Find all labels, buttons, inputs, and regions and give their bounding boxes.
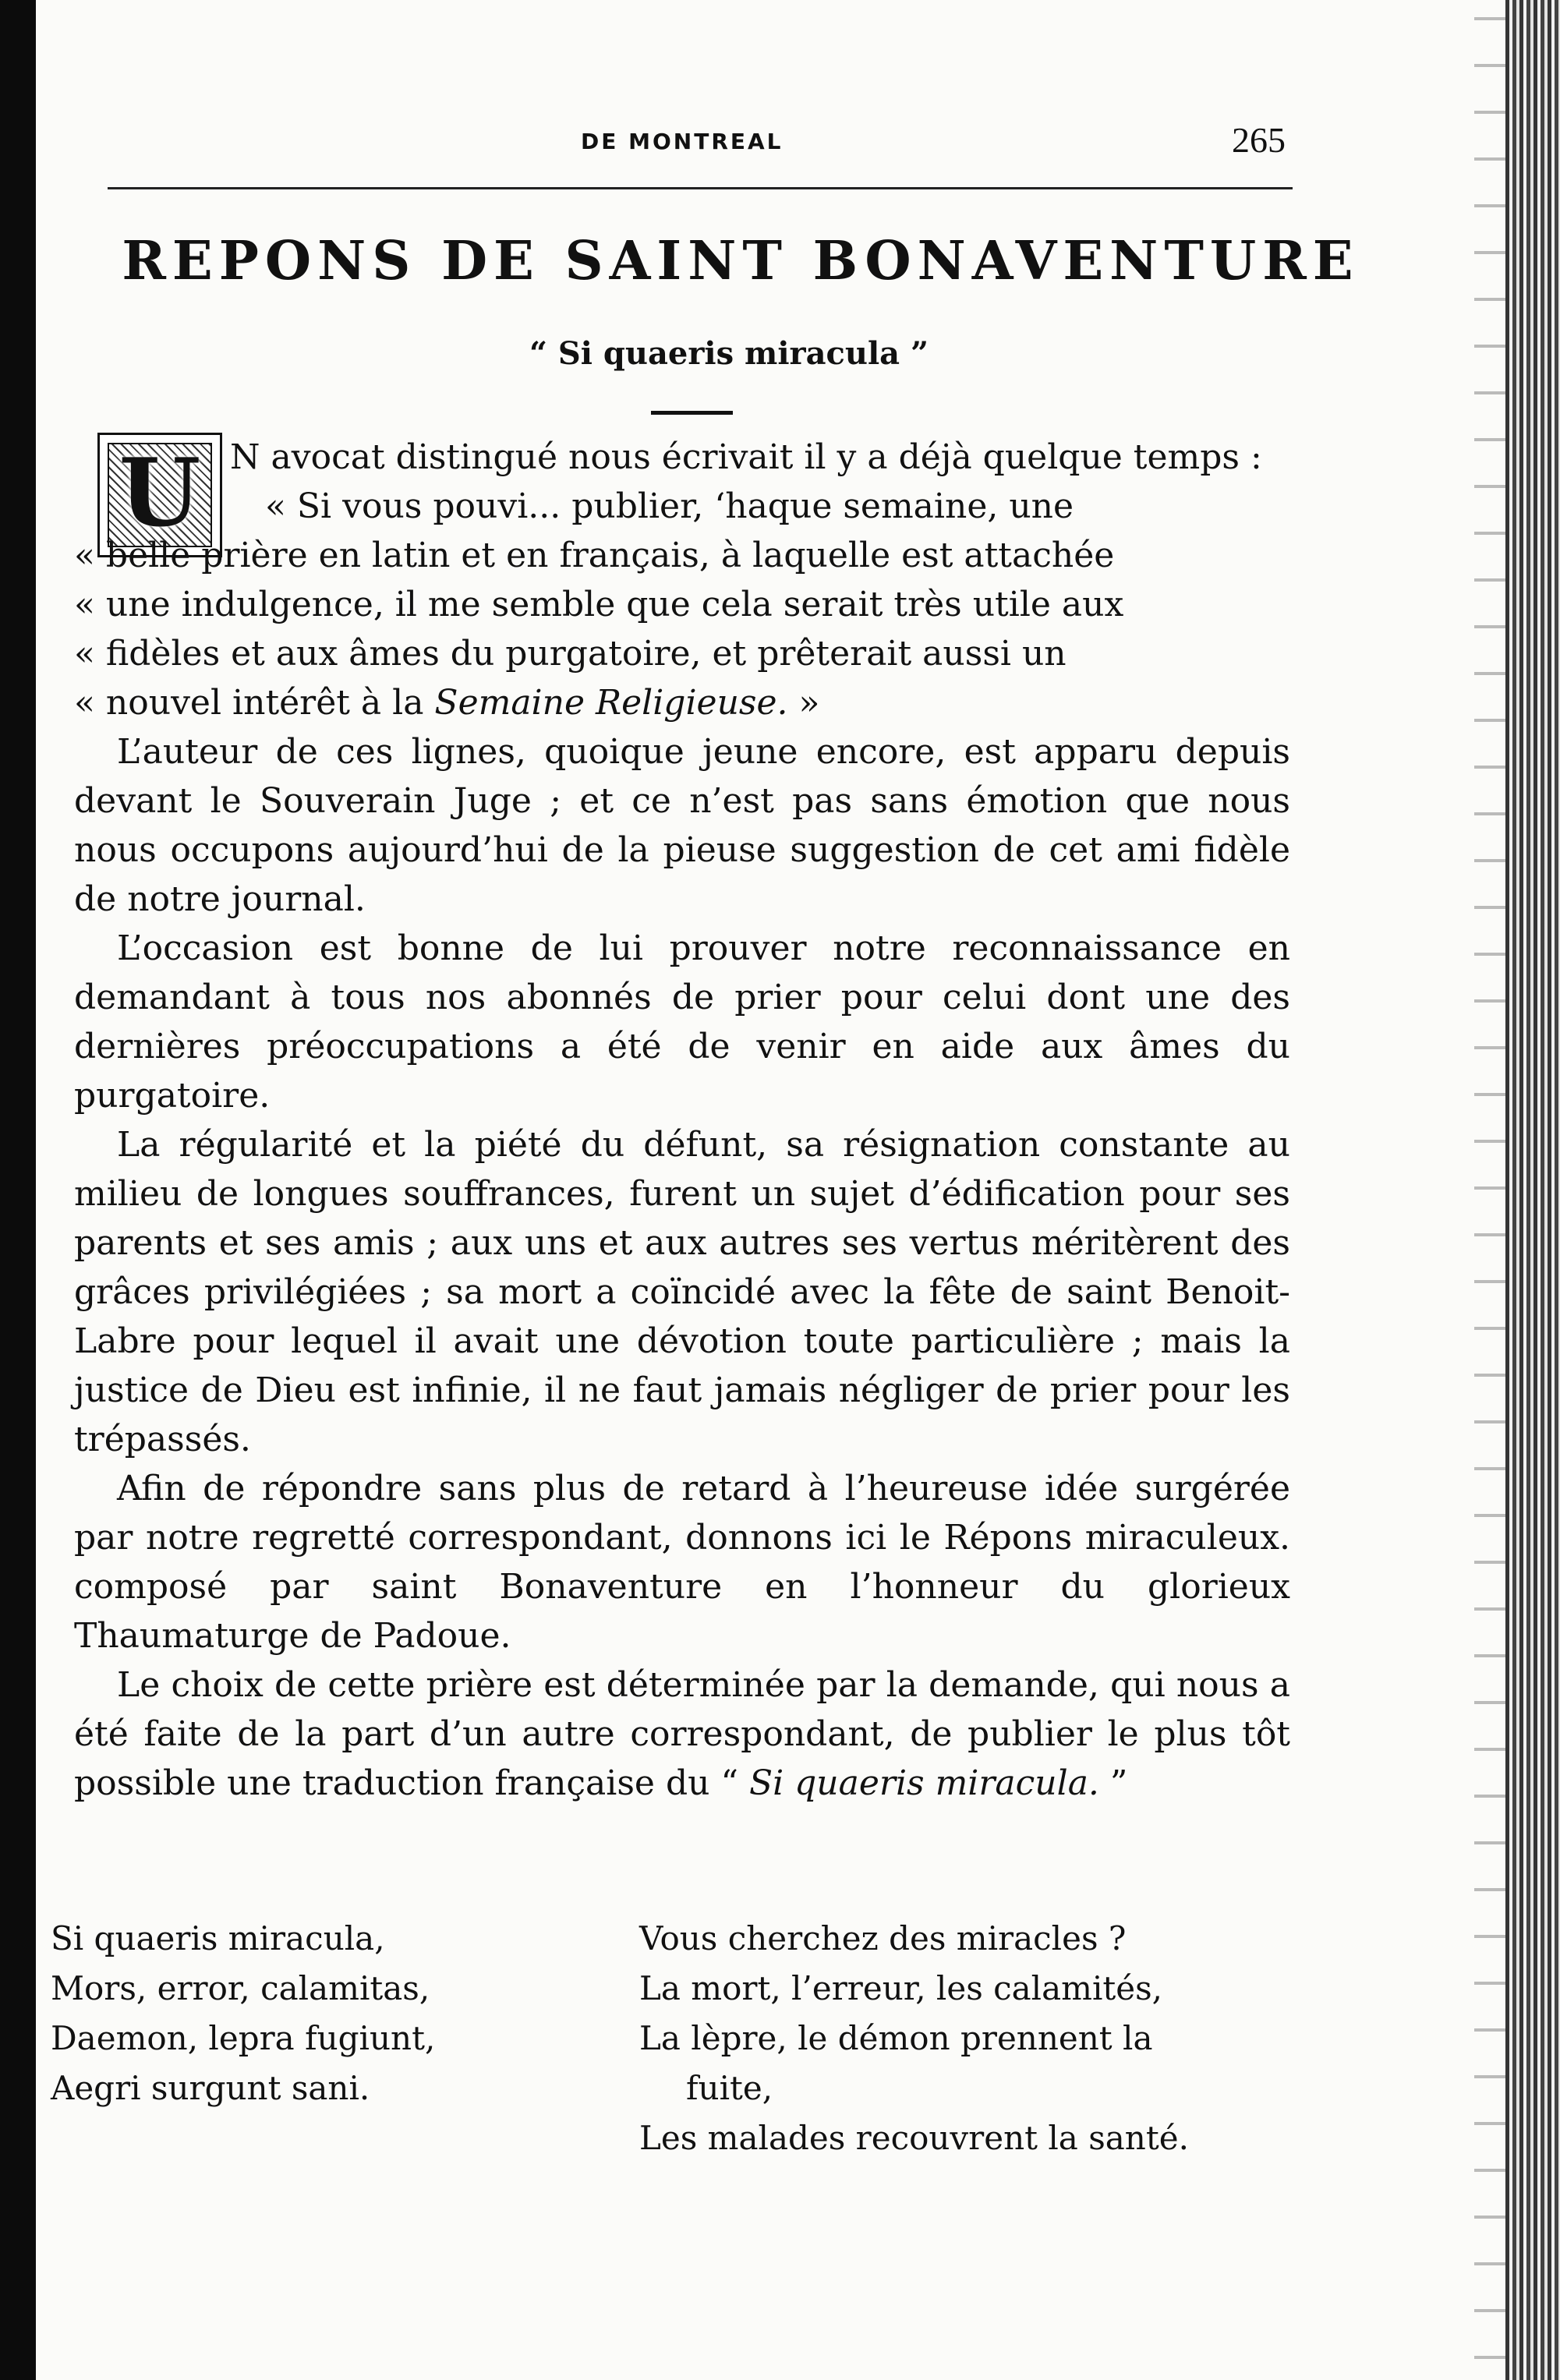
french-line-3: La lèpre, le démon prennent la [639,2019,1153,2057]
running-title: DE MONTREAL [581,129,784,154]
quote-line-1: « Si vous pouvi... publier, ‘haque semaine, une [265,486,1074,526]
paragraph-4: La régularité et la piété du défunt, sa résignation constante au milieu de longues souffrances, furent un sujet d’édification pour ses parents et ses amis ; aux uns et aux autres ses vertus méritèrent des grâces privilégiées ; sa mort a coïncidé avec la fête de saint Benoit-Labre pour lequel il avait une dévotion toute particulière ; mais la justice de Dieu est infinie, il ne faut jamais négliger de prier pour les trépassés. [74,1125,1290,1459]
header-rule [108,187,1293,189]
article-title: REPONS DE SAINT BONAVENTURE [122,230,1360,292]
title-divider [651,411,733,415]
paragraph-5: Afin de répondre sans plus de retard à l’heureuse idée surgérée par notre regretté correspondant, donnons ici le Répons miraculeux. composé par saint Bonaventure en l’honneur du glorieux Thaumaturge de Padoue. [74,1469,1290,1656]
page-right-speckle [1474,0,1505,2380]
quote-line-4: « fidèles et aux âmes du purgatoire, et prêterait aussi un [74,634,1067,674]
french-line-1: Vous cherchez des miracles ? [639,1919,1127,1957]
running-head [0,120,1325,175]
page-number: 265 [1232,120,1286,160]
french-line-5: Les malades recouvrent la santé. [639,2119,1189,2157]
latin-verse [51,1914,596,2113]
quote-line-5 [74,678,1290,727]
dropcap-letter: U [119,438,201,548]
latin-line-2: Mors, error, calamitas, [51,1969,430,2007]
latin-line-4: Aegri surgunt sani. [51,2069,370,2107]
paragraph-6-close: ” [1098,1763,1128,1803]
paragraph-1-lead: N avocat distingué nous écrivait il y a déjà quelque temps : [230,437,1262,477]
page-right-edge [1505,0,1560,2380]
quote-line-5-text: « nouvel intérêt à la [74,683,435,723]
paragraph-6-text: Le choix de cette prière est déterminée par la demande, qui nous a été faite de la part d’un autre correspondant, de publier le plus tôt possible une traduction française du “ [74,1665,1290,1803]
prayer-title-italic: Si quaeris miracula. [748,1763,1099,1803]
french-line-4: fuite, [686,2069,773,2107]
paragraph-2: L’auteur de ces lignes, quoique jeune encore, est apparu depuis devant le Souverain Juge ; et ce n’est pas sans émotion que nous nous occupons aujourd’hui de la pieuse suggestion de cet ami fidèle de notre journal. [74,732,1290,919]
journal-name: Semaine Religieuse. [434,683,788,723]
article-body [74,433,1290,1808]
latin-line-1: Si quaeris miracula, [51,1919,385,1957]
paragraph-1 [74,433,1290,482]
quoted-letter [74,482,1290,727]
french-verse [639,1914,1341,2163]
quote-line-3: « une indulgence, il me semble que cela serait très utile aux [74,585,1124,624]
french-line-2: La mort, l’erreur, les calamités, [639,1969,1163,2007]
quote-line-2: « belle prière en latin et en français, à laquelle est attachée [74,536,1115,575]
paragraph-6 [74,1660,1290,1808]
paragraph-3: L’occasion est bonne de lui prouver notre reconnaissance en demandant à tous nos abonnés de prier pour celui dont une des dernières préoccupations a été de venir en aide aux âmes du purgatoire. [74,928,1290,1116]
article-subtitle: “ Si quaeris miracula ” [529,335,929,372]
latin-line-3: Daemon, lepra fugiunt, [51,2019,436,2057]
quote-close: » [787,683,820,723]
